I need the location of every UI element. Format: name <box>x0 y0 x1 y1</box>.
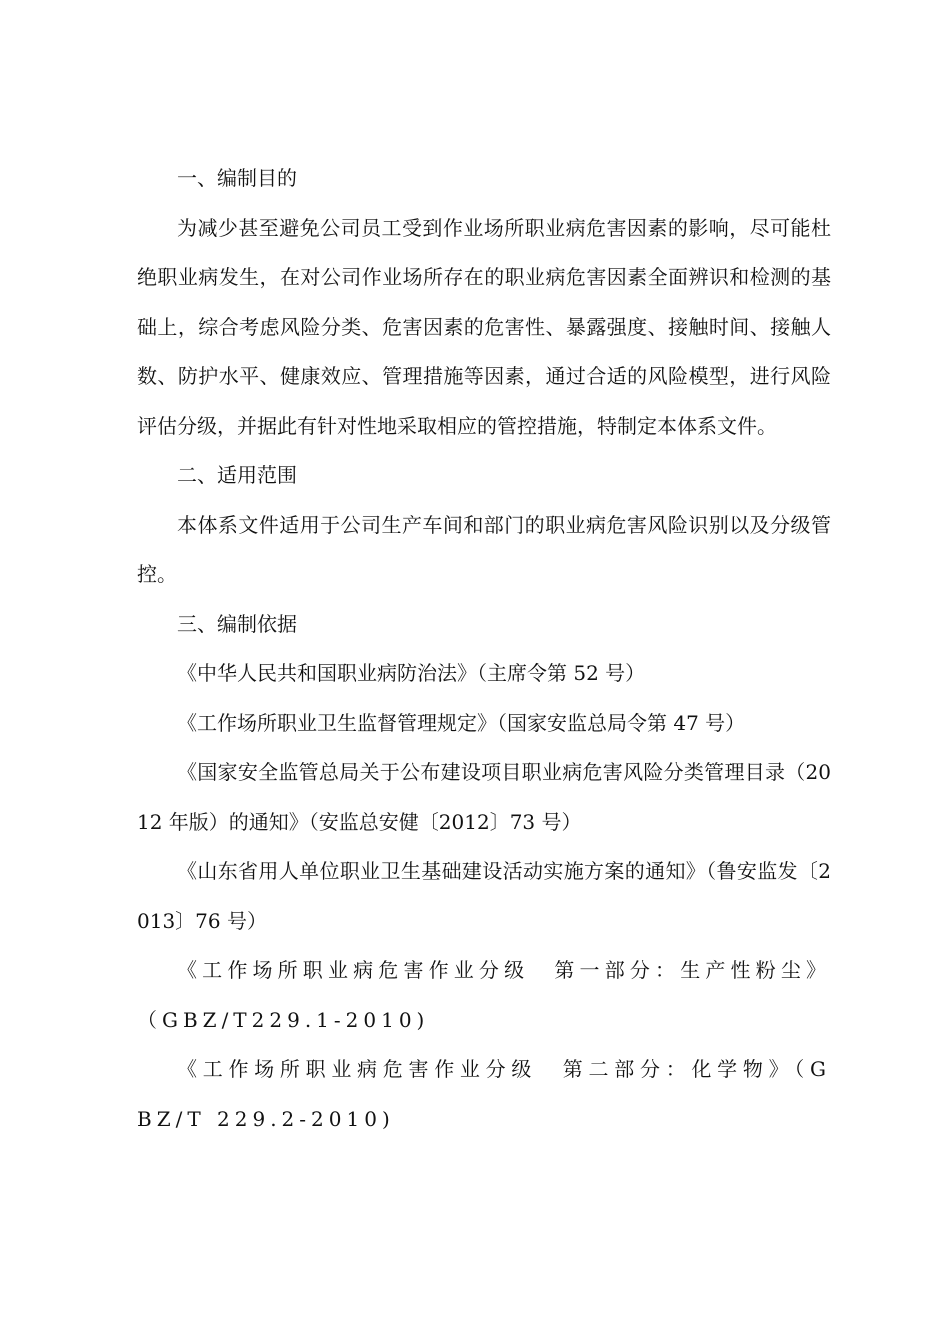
reference-item: 《国家安全监管总局关于公布建设项目职业病危害风险分类管理目录（2012 年版）的通知》（安监总安健〔2012〕73 号） <box>137 760 831 834</box>
paragraph-purpose: 为减少甚至避免公司员工受到作业场所职业病危害因素的影响，尽可能杜绝职业病发生，在对公司作业场所存在的职业病危害因素全面辨识和检测的基础上，综合考虑风险分类、危害因素的危害性、暴露强度、接触时间、接触人数、防护水平、健康效应、管理措施等因素，通过合适的风险模型，进行风险评估分级，并据此有针对性地采取相应的管控措施，特制定本体系文件。 <box>137 215 831 438</box>
reference-item: 《中华人民共和国职业病防治法》（主席令第 52 号） <box>177 661 646 685</box>
section-heading-purpose: 一、编制目的 <box>177 166 297 190</box>
reference-item: 《工作场所职业卫生监督管理规定》（国家安监总局令第 47 号） <box>177 710 746 735</box>
reference-item: 《山东省用人单位职业卫生基础建设活动实施方案的通知》（鲁安监发〔2013〕76 号） <box>137 859 831 933</box>
reference-item: 《工作场所职业病危害作业分级 第二部分：化学物》（GBZ/T 229.2-2010) <box>137 1057 831 1131</box>
reference-item: 《工作场所职业病危害作业分级 第一部分：生产性粉尘》（GBZ/T229.1-2010) <box>137 958 831 1032</box>
paragraph-scope: 本体系文件适用于公司生产车间和部门的职业病危害风险识别以及分级管控。 <box>137 512 831 586</box>
section-heading-scope: 二、适用范围 <box>177 463 297 487</box>
section-heading-basis: 三、编制依据 <box>177 611 297 636</box>
document-body <box>137 154 831 1144</box>
